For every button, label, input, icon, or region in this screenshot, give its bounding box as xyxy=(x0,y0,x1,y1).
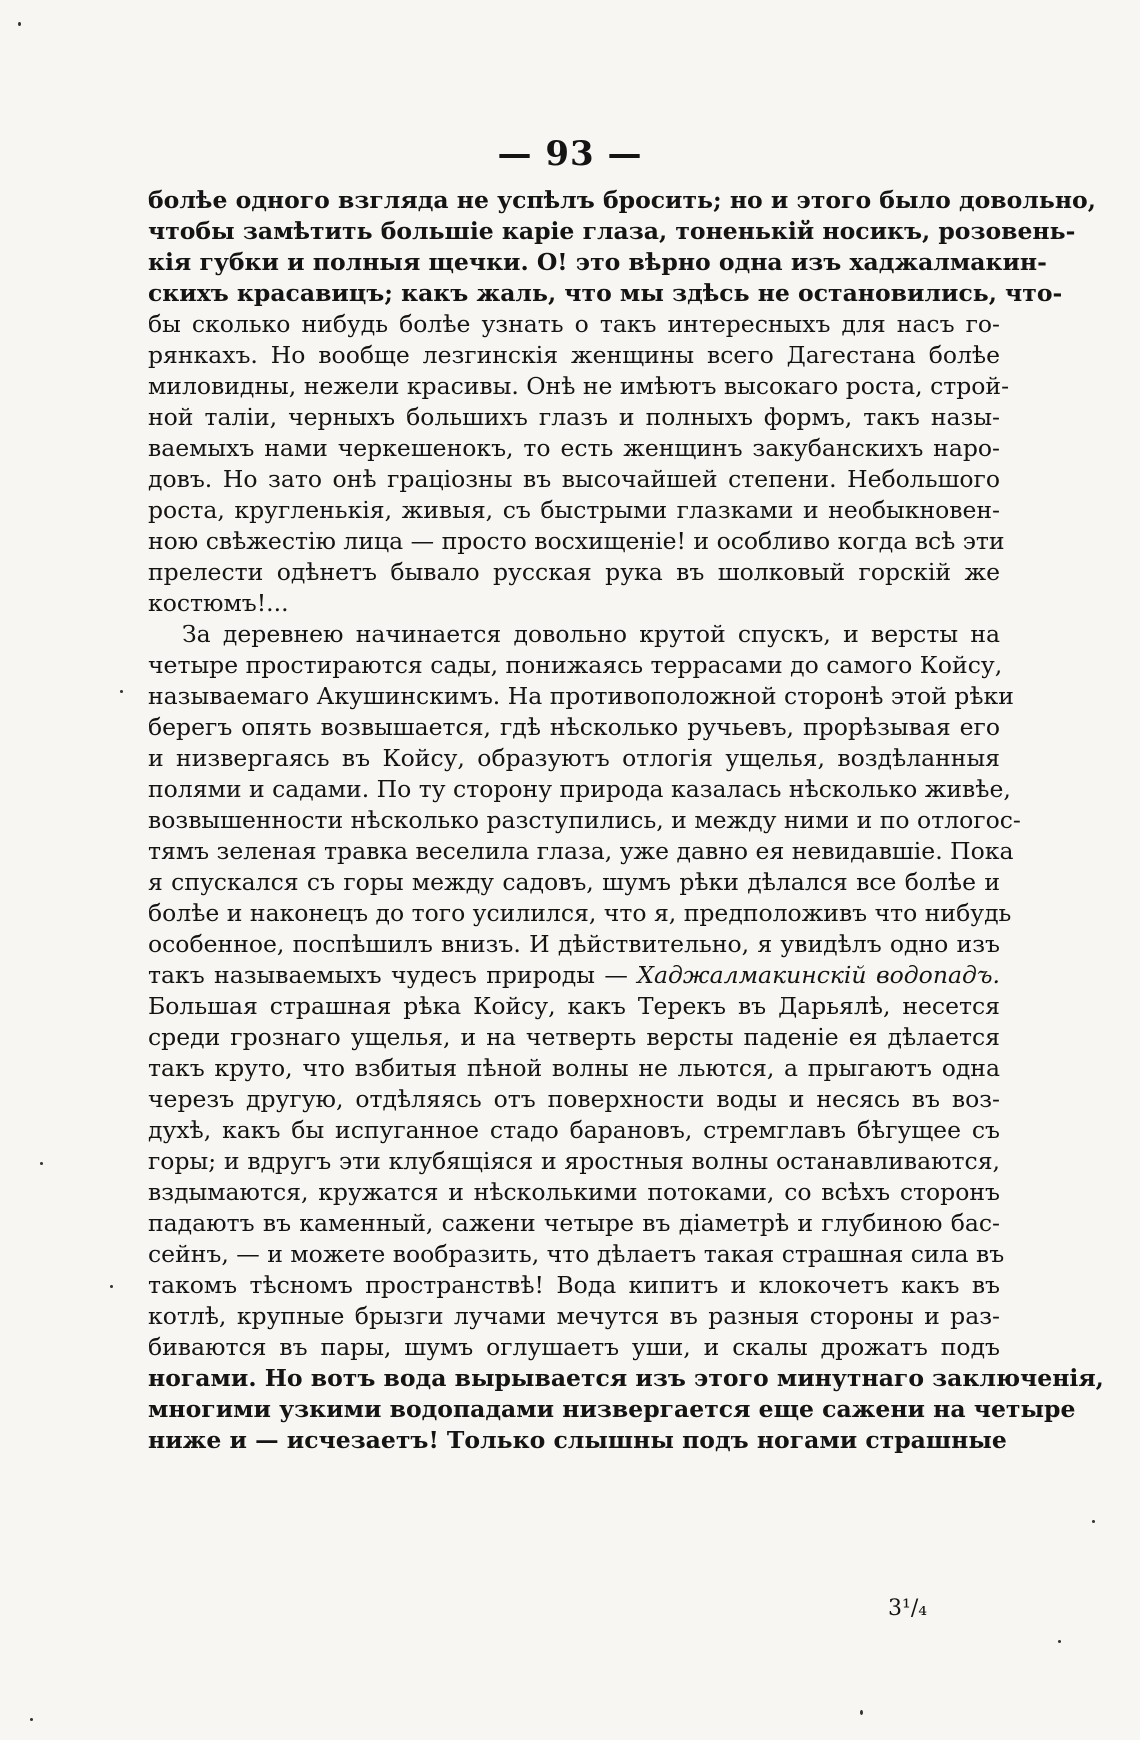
text-line: я спускался съ горы между садовъ, шумъ рѣки дѣлался все болѣе и xyxy=(148,868,1000,896)
text-line: костюмъ!... xyxy=(148,589,289,617)
scan-speck xyxy=(110,1285,113,1288)
text-line: возвышенности нѣсколько разступились, и между ними и по отлогос- xyxy=(148,806,1021,834)
text-line: и низвергаясь въ Койсу, образуютъ отлогія ущелья, воздѣланныя xyxy=(148,744,1000,772)
text-line: ною свѣжестію лица — просто восхищеніе! и особливо когда всѣ эти xyxy=(148,527,1005,555)
text-line: прелести одѣнетъ бывало русская рука въ шолковый горскій же xyxy=(148,558,1000,586)
scan-speck xyxy=(120,690,123,693)
text-line: За деревнею начинается довольно крутой спускъ, и версты на xyxy=(182,620,1000,648)
body-text xyxy=(148,185,1104,1456)
text-line: сейнъ, — и можете вообразить, что дѣлаетъ такая страшная сила въ xyxy=(148,1240,1005,1268)
text-line: чтобы замѣтить большіе каріе глаза, тоненькій носикъ, розовень- xyxy=(148,217,1076,245)
text-line: черезъ другую, отдѣляясь отъ поверхности воды и несясь въ воз- xyxy=(148,1085,1000,1113)
text-line: среди грознаго ущелья, и на четверть версты паденіе ея дѣлается xyxy=(148,1023,1000,1051)
scan-speck xyxy=(18,22,21,26)
text-line: роста, кругленькія, живыя, съ быстрыми глазками и необыкновен- xyxy=(148,496,1000,524)
text-line: вздымаются, кружатся и нѣсколькими потоками, со всѣхъ сторонъ xyxy=(148,1178,1000,1206)
scan-speck xyxy=(860,1710,863,1715)
text-line: ногами. Но вотъ вода вырывается изъ этого минутнаго заключенія, xyxy=(148,1364,1104,1392)
text-line: рянкахъ. Но вообще лезгинскія женщины всего Дагестана болѣе xyxy=(148,341,1000,369)
text-line: кія губки и полныя щечки. О! это вѣрно одна изъ хаджалмакин- xyxy=(148,248,1047,276)
signature-mark: 3¹/₄ xyxy=(888,1596,928,1621)
scan-speck xyxy=(40,1162,43,1165)
text-line: такъ круто, что взбитыя пѣной волны не льются, а прыгаютъ одна xyxy=(148,1054,1000,1082)
text-line: такомъ тѣсномъ пространствѣ! Вода кипитъ и клокочетъ какъ въ xyxy=(148,1271,1000,1299)
text-line: скихъ красавицъ; какъ жаль, что мы здѣсь не остановились, что- xyxy=(148,279,1063,307)
text-line: болѣе и наконецъ до того усилился, что я, предположивъ что нибудь xyxy=(148,899,1012,927)
scan-speck xyxy=(30,1718,33,1721)
text-line xyxy=(148,960,1000,991)
text-line: тямъ зеленая травка веселила глаза, уже давно ея невидавшіе. Пока xyxy=(148,837,1014,865)
text-line: особенное, поспѣшилъ внизъ. И дѣйствительно, я увидѣлъ одно изъ xyxy=(148,930,1000,958)
scan-speck xyxy=(1092,1520,1095,1523)
text-line: котлѣ, крупные брызги лучами мечутся въ разныя стороны и раз- xyxy=(148,1302,1000,1330)
waterfall-name: Хаджалмакинскій водопадъ. xyxy=(637,961,1000,989)
text-line: Большая страшная рѣка Койсу, какъ Терекъ въ Дарьялѣ, несется xyxy=(148,992,1000,1020)
text-line: называемаго Акушинскимъ. На противоположной сторонѣ этой рѣки xyxy=(148,682,1014,710)
scan-speck xyxy=(1058,1640,1061,1643)
text-line: миловидны, нежели красивы. Онѣ не имѣютъ высокаго роста, строй- xyxy=(148,372,1010,400)
text-line: горы; и вдругъ эти клубящіяся и яростныя волны останавливаются, xyxy=(148,1147,1000,1175)
text-line: болѣе одного взгляда не успѣлъ бросить; но и этого было довольно, xyxy=(148,186,1096,214)
text-line: биваются въ пары, шумъ оглушаетъ уши, и скалы дрожатъ подъ xyxy=(148,1333,1000,1361)
text-line: ной таліи, черныхъ большихъ глазъ и полныхъ формъ, такъ назы- xyxy=(148,403,1000,431)
text-line: берегъ опять возвышается, гдѣ нѣсколько ручьевъ, прорѣзывая его xyxy=(148,713,1000,741)
text-line: ваемыхъ нами черкешенокъ, то есть женщинъ закубанскихъ наро- xyxy=(148,434,1000,462)
text-line: ниже и — исчезаетъ! Только слышны подъ ногами страшные xyxy=(148,1426,1007,1454)
text-segment: такъ называемыхъ чудесъ природы — xyxy=(148,961,638,989)
text-line: довъ. Но зато онѣ граціозны въ высочайшей степени. Небольшого xyxy=(148,465,1000,493)
text-line: полями и садами. По ту сторону природа казалась нѣсколько живѣе, xyxy=(148,775,1011,803)
text-line: падаютъ въ каменный, сажени четыре въ діаметрѣ и глубиною бас- xyxy=(148,1209,1000,1237)
text-line: духѣ, какъ бы испуганное стадо барановъ, стремглавъ бѣгущее съ xyxy=(148,1116,1000,1144)
text-line: бы сколько нибудь болѣе узнать о такъ интересныхъ для насъ го- xyxy=(148,310,1000,338)
page-number: — 93 — xyxy=(497,134,643,174)
text-line: четыре простираются сады, понижаясь террасами до самого Койсу, xyxy=(148,651,1003,679)
text-line: многими узкими водопадами низвергается еще сажени на четыре xyxy=(148,1395,1076,1423)
